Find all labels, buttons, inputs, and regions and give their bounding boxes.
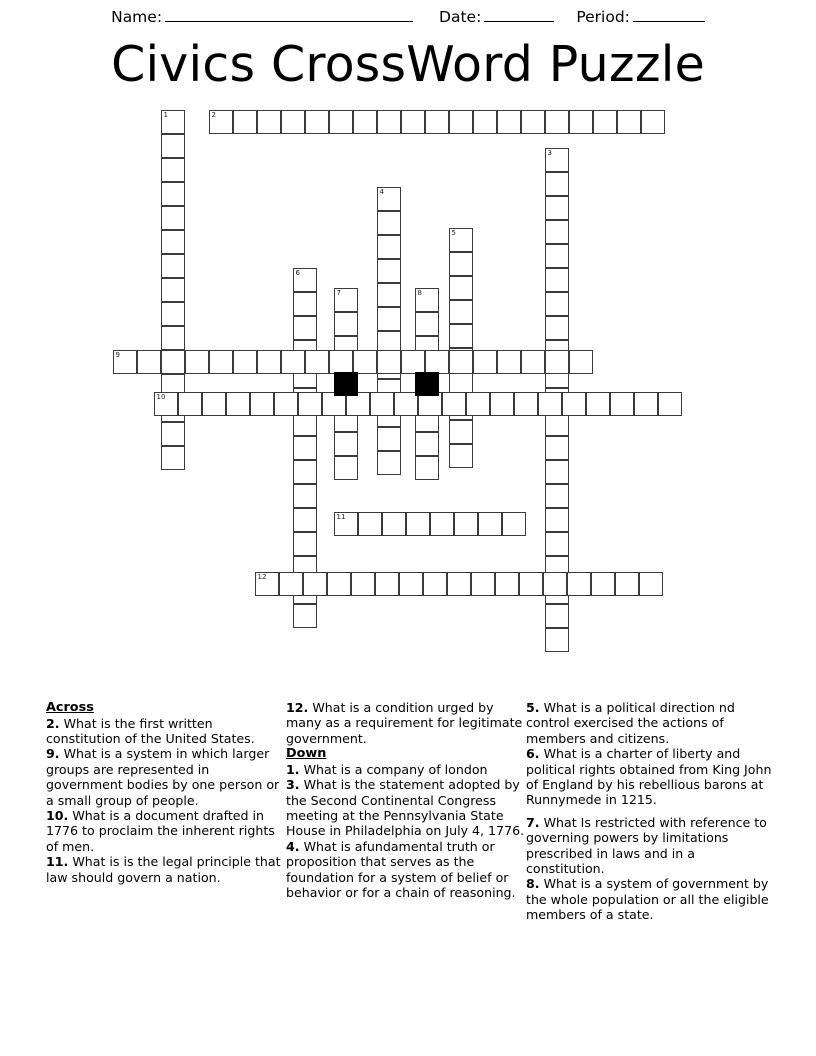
crossword-cell[interactable] bbox=[329, 350, 353, 374]
crossword-cell[interactable] bbox=[305, 110, 329, 134]
crossword-cell[interactable] bbox=[425, 350, 449, 374]
crossword-cell[interactable] bbox=[430, 512, 454, 536]
crossword-cell[interactable] bbox=[377, 211, 401, 235]
crossword-cell[interactable] bbox=[377, 235, 401, 259]
crossword-cell[interactable] bbox=[415, 312, 439, 336]
crossword-cell[interactable] bbox=[161, 446, 185, 470]
crossword-cell[interactable] bbox=[519, 572, 543, 596]
crossword-cell[interactable] bbox=[545, 604, 569, 628]
crossword-cell[interactable] bbox=[377, 307, 401, 331]
crossword-cell[interactable] bbox=[293, 532, 317, 556]
crossword-cell[interactable] bbox=[471, 572, 495, 596]
crossword-cell[interactable] bbox=[250, 392, 274, 416]
crossword-cell[interactable] bbox=[377, 283, 401, 307]
crossword-cell[interactable] bbox=[502, 512, 526, 536]
crossword-cell[interactable] bbox=[293, 436, 317, 460]
crossword-cell[interactable] bbox=[209, 350, 233, 374]
crossword-cell[interactable] bbox=[514, 392, 538, 416]
crossword-cell[interactable] bbox=[161, 302, 185, 326]
crossword-cell[interactable] bbox=[449, 110, 473, 134]
across-heading: Across bbox=[46, 700, 94, 715]
clue-down-4 bbox=[286, 839, 526, 901]
clue-across-9 bbox=[46, 746, 286, 808]
clues-section bbox=[46, 700, 776, 923]
crossword-cell[interactable] bbox=[209, 110, 233, 134]
crossword-cell[interactable] bbox=[545, 316, 569, 340]
crossword-cell-number: 8 bbox=[417, 289, 422, 297]
crossword-cell[interactable] bbox=[202, 392, 226, 416]
crossword-cell[interactable] bbox=[353, 110, 377, 134]
crossword-cell[interactable] bbox=[351, 572, 375, 596]
crossword-cell[interactable] bbox=[466, 392, 490, 416]
crossword-cell[interactable] bbox=[545, 508, 569, 532]
crossword-cell[interactable] bbox=[305, 350, 329, 374]
clue-number: 9. bbox=[46, 746, 60, 762]
crossword-cell[interactable] bbox=[161, 158, 185, 182]
crossword-cell[interactable] bbox=[233, 350, 257, 374]
crossword-cell[interactable] bbox=[293, 604, 317, 628]
crossword-cell[interactable] bbox=[423, 572, 447, 596]
crossword-cell[interactable] bbox=[545, 350, 569, 374]
crossword-cell[interactable] bbox=[327, 572, 351, 596]
crossword-cell[interactable] bbox=[233, 110, 257, 134]
crossword-cell[interactable] bbox=[377, 110, 401, 134]
crossword-cell[interactable] bbox=[449, 300, 473, 324]
crossword-cell[interactable] bbox=[137, 350, 161, 374]
crossword-cell[interactable] bbox=[658, 392, 682, 416]
clue-number: 8. bbox=[526, 876, 540, 892]
crossword-cell[interactable] bbox=[161, 422, 185, 446]
crossword-cell[interactable] bbox=[449, 420, 473, 444]
crossword-blocked-cell bbox=[334, 372, 358, 396]
crossword-cell[interactable] bbox=[634, 392, 658, 416]
crossword-cell[interactable] bbox=[449, 276, 473, 300]
crossword-cell[interactable] bbox=[178, 392, 202, 416]
crossword-cell[interactable] bbox=[353, 350, 377, 374]
crossword-cell[interactable] bbox=[425, 110, 449, 134]
clue-number: 10. bbox=[46, 808, 69, 824]
crossword-cell[interactable] bbox=[293, 268, 317, 292]
crossword-cell[interactable] bbox=[449, 350, 473, 374]
crossword-cell[interactable] bbox=[293, 484, 317, 508]
crossword-cell[interactable] bbox=[377, 350, 401, 374]
crossword-cell[interactable] bbox=[281, 110, 305, 134]
crossword-cell[interactable] bbox=[298, 392, 322, 416]
clue-text: What is a system in which larger groups are represented in government bodies by one person or a small group of people. bbox=[46, 746, 280, 808]
clue-text: What is a document drafted in 1776 to proclaim the inherent rights of men. bbox=[46, 808, 275, 854]
crossword-cell-number: 1 bbox=[163, 111, 168, 119]
crossword-cell[interactable] bbox=[545, 148, 569, 172]
crossword-cell[interactable] bbox=[161, 182, 185, 206]
clue-text: What is is the legal principle that law should govern a nation. bbox=[46, 854, 281, 885]
name-label: Name: bbox=[111, 8, 163, 26]
crossword-cell[interactable] bbox=[593, 110, 617, 134]
crossword-cell[interactable] bbox=[641, 110, 665, 134]
crossword-cell[interactable] bbox=[293, 292, 317, 316]
crossword-cell[interactable] bbox=[161, 134, 185, 158]
clue-column-2 bbox=[286, 700, 526, 900]
crossword-cell-number: 3 bbox=[547, 149, 552, 157]
crossword-cell[interactable] bbox=[569, 110, 593, 134]
down-heading: Down bbox=[286, 746, 327, 762]
crossword-cell[interactable] bbox=[415, 288, 439, 312]
crossword-cell[interactable] bbox=[521, 350, 545, 374]
crossword-cell[interactable] bbox=[161, 278, 185, 302]
crossword-cell[interactable] bbox=[401, 350, 425, 374]
crossword-cell[interactable] bbox=[293, 316, 317, 340]
crossword-cell[interactable] bbox=[449, 444, 473, 468]
crossword-cell-number: 11 bbox=[336, 513, 346, 521]
crossword-cell[interactable] bbox=[257, 350, 281, 374]
clue-number: 7. bbox=[526, 814, 540, 830]
crossword-cell[interactable] bbox=[545, 460, 569, 484]
crossword-cell[interactable] bbox=[303, 572, 327, 596]
crossword-cell-number: 7 bbox=[336, 289, 341, 297]
crossword-cell[interactable] bbox=[154, 392, 178, 416]
crossword-cell[interactable] bbox=[377, 451, 401, 475]
crossword-cell[interactable] bbox=[161, 206, 185, 230]
crossword-cell-number: 4 bbox=[379, 188, 384, 196]
crossword-cell[interactable] bbox=[334, 288, 358, 312]
crossword-cell[interactable] bbox=[185, 350, 209, 374]
clue-number: 5. bbox=[526, 700, 540, 715]
crossword-cell[interactable] bbox=[382, 512, 406, 536]
crossword-cell[interactable] bbox=[401, 110, 425, 134]
crossword-cell[interactable] bbox=[478, 512, 502, 536]
crossword-cell[interactable] bbox=[281, 350, 305, 374]
clue-down-6 bbox=[526, 746, 776, 808]
clue-across-12 bbox=[286, 700, 526, 746]
crossword-cell[interactable] bbox=[274, 392, 298, 416]
date-label: Date: bbox=[439, 8, 482, 26]
clue-number: 3. bbox=[286, 777, 300, 793]
crossword-cell[interactable] bbox=[545, 244, 569, 268]
crossword-cell[interactable] bbox=[569, 350, 593, 374]
crossword-cell[interactable] bbox=[257, 110, 281, 134]
crossword-cell[interactable] bbox=[255, 572, 279, 596]
crossword-cell[interactable] bbox=[113, 350, 137, 374]
crossword-cell[interactable] bbox=[449, 324, 473, 348]
period-label: Period: bbox=[576, 8, 630, 26]
crossword-cell[interactable] bbox=[545, 268, 569, 292]
crossword-cell[interactable] bbox=[226, 392, 250, 416]
crossword-cell[interactable] bbox=[497, 350, 521, 374]
clue-down-3 bbox=[286, 777, 526, 839]
crossword-cell[interactable] bbox=[377, 187, 401, 211]
clue-column-1 bbox=[46, 700, 286, 885]
crossword-cell[interactable] bbox=[586, 392, 610, 416]
crossword-cell[interactable] bbox=[545, 196, 569, 220]
crossword-cell[interactable] bbox=[415, 432, 439, 456]
crossword-cell[interactable] bbox=[617, 110, 641, 134]
crossword-cell[interactable] bbox=[615, 572, 639, 596]
clue-number: 1. bbox=[286, 761, 300, 777]
crossword-cell[interactable] bbox=[447, 572, 471, 596]
clue-text: What is a political direction nd control exercised the actions of members and citizens. bbox=[526, 700, 735, 746]
clue-down-5 bbox=[526, 700, 776, 746]
crossword-cell[interactable] bbox=[161, 230, 185, 254]
crossword-cell[interactable] bbox=[521, 110, 545, 134]
crossword-cell-number: 6 bbox=[295, 269, 300, 277]
clue-number: 12. bbox=[286, 700, 309, 715]
crossword-cell-number: 9 bbox=[115, 351, 120, 359]
clue-across-2 bbox=[46, 716, 286, 747]
crossword-cell[interactable] bbox=[377, 259, 401, 283]
clue-text: What Is restricted with reference to governing powers by limitations prescribed in laws and in a constitution. bbox=[526, 814, 767, 877]
crossword-cell[interactable] bbox=[545, 484, 569, 508]
clue-number: 11. bbox=[46, 854, 69, 870]
clue-number: 2. bbox=[46, 715, 60, 731]
crossword-cell[interactable] bbox=[545, 292, 569, 316]
crossword-cell[interactable] bbox=[545, 628, 569, 652]
crossword-cell-number: 12 bbox=[257, 573, 267, 581]
clue-text: What is the statement adopted by the Second Continental Congress meeting at the Pennsylvania State House in Philadelphia on July 4, 1776. bbox=[286, 777, 525, 839]
crossword-cell[interactable] bbox=[449, 228, 473, 252]
crossword-cell[interactable] bbox=[334, 456, 358, 480]
crossword-cell[interactable] bbox=[377, 427, 401, 451]
crossword-cell[interactable] bbox=[334, 312, 358, 336]
crossword-cell[interactable] bbox=[545, 172, 569, 196]
crossword-cell[interactable] bbox=[329, 110, 353, 134]
crossword-cell[interactable] bbox=[639, 572, 663, 596]
crossword-cell[interactable] bbox=[334, 432, 358, 456]
crossword-cell[interactable] bbox=[449, 252, 473, 276]
crossword-cell[interactable] bbox=[543, 572, 567, 596]
crossword-cell[interactable] bbox=[454, 512, 478, 536]
clue-across-11 bbox=[46, 854, 286, 885]
crossword-cell[interactable] bbox=[538, 392, 562, 416]
crossword-cell[interactable] bbox=[545, 220, 569, 244]
clue-text: What is a company of london bbox=[303, 761, 488, 777]
page-title: Civics CrossWord Puzzle bbox=[111, 36, 705, 93]
clue-text: What is a system of government by the whole population or all the eligible members of a state. bbox=[526, 876, 769, 923]
crossword-cell[interactable] bbox=[562, 392, 586, 416]
clue-text: What is a charter of liberty and political rights obtained from King John of England by his rebellious barons at Runnymede in 1215. bbox=[526, 746, 772, 808]
crossword-cell[interactable] bbox=[161, 350, 185, 374]
crossword-cell[interactable] bbox=[495, 572, 519, 596]
clue-text: What is the first written constitution of the United States. bbox=[46, 715, 255, 746]
clue-down-7 bbox=[526, 815, 776, 877]
crossword-cell-number: 10 bbox=[156, 393, 166, 401]
crossword-cell[interactable] bbox=[293, 460, 317, 484]
crossword-cell-number: 2 bbox=[211, 111, 216, 119]
crossword-cell[interactable] bbox=[567, 572, 591, 596]
clue-text: What is afundamental truth or proposition that serves as the foundation for a system of belief or behavior or for a chain of reasoning. bbox=[286, 838, 516, 901]
crossword-cell[interactable] bbox=[545, 532, 569, 556]
crossword-cell[interactable] bbox=[545, 110, 569, 134]
clue-text: What is a condition urged by many as a requirement for legitimate government. bbox=[286, 700, 523, 746]
clue-down-1 bbox=[286, 762, 526, 777]
crossword-cell[interactable] bbox=[591, 572, 615, 596]
crossword-cell[interactable] bbox=[497, 110, 521, 134]
clue-across-10 bbox=[46, 808, 286, 854]
crossword-cell[interactable] bbox=[610, 392, 634, 416]
clue-column-3 bbox=[526, 700, 776, 923]
crossword-cell[interactable] bbox=[473, 110, 497, 134]
crossword-cell[interactable] bbox=[279, 572, 303, 596]
crossword-cell[interactable] bbox=[161, 326, 185, 350]
clue-down-8 bbox=[526, 876, 776, 922]
crossword-cell[interactable] bbox=[375, 572, 399, 596]
crossword-cell[interactable] bbox=[473, 350, 497, 374]
crossword-cell[interactable] bbox=[442, 392, 466, 416]
crossword-cell[interactable] bbox=[161, 254, 185, 278]
crossword-cell[interactable] bbox=[161, 110, 185, 134]
clue-number: 6. bbox=[526, 746, 540, 762]
crossword-blocked-cell bbox=[415, 372, 439, 396]
crossword-cell[interactable] bbox=[293, 508, 317, 532]
crossword-cell[interactable] bbox=[415, 456, 439, 480]
crossword-cell[interactable] bbox=[399, 572, 423, 596]
crossword-cell[interactable] bbox=[358, 512, 382, 536]
crossword-cell[interactable] bbox=[334, 512, 358, 536]
clue-number: 4. bbox=[286, 838, 300, 854]
crossword-cell[interactable] bbox=[370, 392, 394, 416]
crossword-cell-number: 5 bbox=[451, 229, 456, 237]
crossword-cell[interactable] bbox=[406, 512, 430, 536]
crossword-cell[interactable] bbox=[490, 392, 514, 416]
crossword-cell[interactable] bbox=[545, 436, 569, 460]
